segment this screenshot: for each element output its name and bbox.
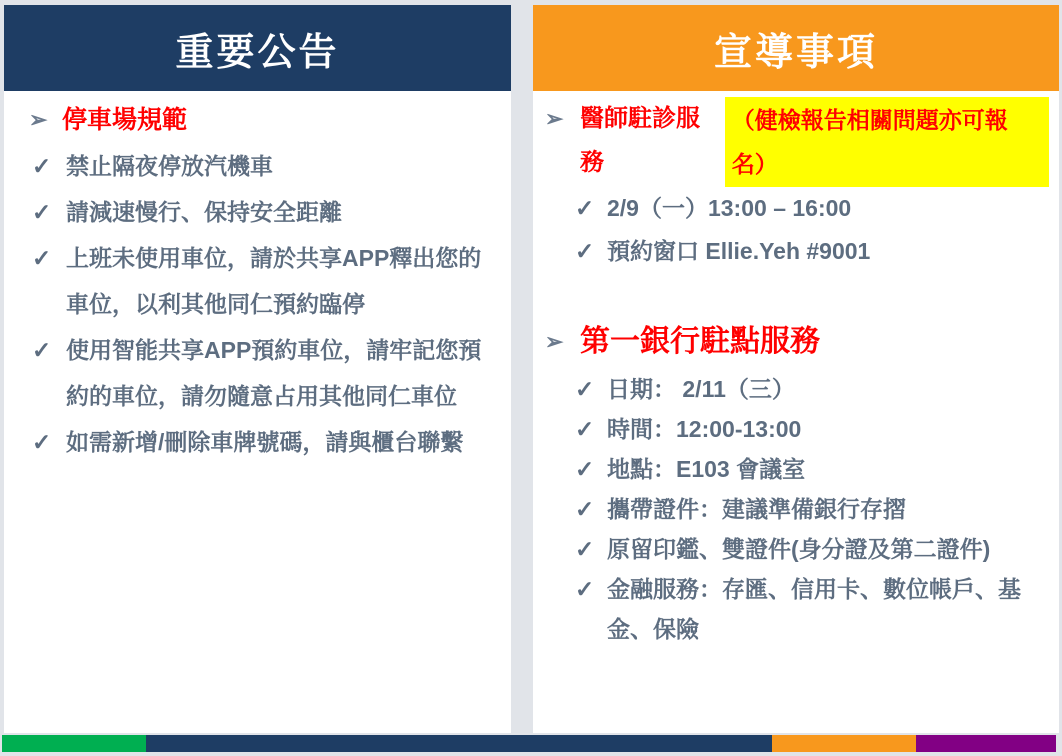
list-item — [575, 230, 1049, 273]
list-item-text: 原留印鑑、雙證件(身分證及第二證件) — [607, 536, 991, 562]
check-icon: ✓ — [575, 536, 595, 562]
doctor-service-heading — [545, 97, 1049, 187]
doctor-service-section — [545, 97, 1049, 273]
footer-segment-navy — [146, 735, 772, 752]
list-item-text: 攜帶證件：建議準備銀行存摺 — [607, 496, 906, 522]
doctor-service-list — [575, 187, 1049, 273]
list-item-text: 請減速慢行、保持安全距離 — [66, 199, 342, 225]
list-item — [32, 235, 496, 327]
parking-rules-heading-text: 停車場規範 — [62, 106, 188, 134]
list-item-text: 使用智能共享APP預約車位，請牢記您預約的車位，請勿隨意占用其他同仁車位 — [66, 337, 482, 409]
footer-segment-purple — [916, 735, 1056, 752]
advisory-panel — [533, 5, 1059, 733]
left-panel-title: 重要公告 — [175, 31, 340, 74]
arrow-bullet-icon: ➢ — [545, 106, 564, 131]
right-panel-body — [533, 91, 1059, 649]
check-icon: ✓ — [32, 245, 52, 271]
left-panel-body — [4, 91, 511, 465]
check-icon: ✓ — [575, 576, 595, 602]
check-icon: ✓ — [575, 416, 595, 442]
list-item-text: 2/9（一）13:00 – 16:00 — [607, 195, 852, 221]
footer-segment-orange — [772, 735, 916, 752]
right-panel-header — [533, 5, 1059, 91]
check-icon: ✓ — [32, 337, 52, 363]
check-icon: ✓ — [575, 456, 595, 482]
check-icon: ✓ — [32, 429, 52, 455]
left-panel-header — [4, 5, 511, 91]
highlighted-note: （健檢報告相關問題亦可報名） — [725, 97, 1049, 187]
list-item — [575, 569, 1049, 649]
arrow-bullet-icon: ➢ — [29, 107, 48, 132]
list-item — [32, 419, 496, 465]
bank-service-heading-text: 第一銀行駐點服務 — [580, 325, 820, 358]
check-icon: ✓ — [32, 199, 52, 225]
check-icon: ✓ — [575, 238, 595, 264]
footer-segment-green — [2, 735, 146, 752]
check-icon: ✓ — [32, 153, 52, 179]
list-item-text: 日期： 2/11（三） — [607, 376, 795, 402]
bank-service-heading — [545, 319, 1049, 365]
right-panel-title: 宣導事項 — [713, 31, 878, 74]
list-item — [575, 409, 1049, 449]
list-item-text: 上班未使用車位，請於共享APP釋出您的車位，以利其他同仁預約臨停 — [66, 245, 482, 317]
list-item — [575, 187, 1049, 230]
footer-color-bar — [2, 735, 1056, 752]
list-item — [575, 529, 1049, 569]
list-item-text: 禁止隔夜停放汽機車 — [66, 153, 273, 179]
list-item-text: 地點：E103 會議室 — [607, 456, 806, 482]
list-item — [32, 143, 496, 189]
check-icon: ✓ — [575, 376, 595, 402]
list-item — [32, 189, 496, 235]
parking-rules-heading — [29, 97, 496, 143]
list-item-text: 如需新增/刪除車牌號碼，請與櫃台聯繫 — [66, 429, 464, 455]
list-item — [575, 369, 1049, 409]
list-item — [575, 489, 1049, 529]
list-item-text: 預約窗口 Ellie.Yeh #9001 — [607, 238, 871, 264]
list-item-text: 金融服務：存匯、信用卡、數位帳戶、基金、保險 — [607, 576, 1021, 642]
list-item — [575, 449, 1049, 489]
important-announcements-panel — [4, 5, 511, 733]
check-icon: ✓ — [575, 496, 595, 522]
doctor-service-heading-text: 醫師駐診服務 — [580, 105, 700, 176]
arrow-bullet-icon: ➢ — [545, 329, 564, 354]
check-icon: ✓ — [575, 195, 595, 221]
bank-service-list — [575, 369, 1049, 649]
bank-service-section — [545, 319, 1049, 649]
parking-rules-list — [32, 143, 496, 465]
list-item — [32, 327, 496, 419]
list-item-text: 時間：12:00-13:00 — [607, 416, 802, 442]
